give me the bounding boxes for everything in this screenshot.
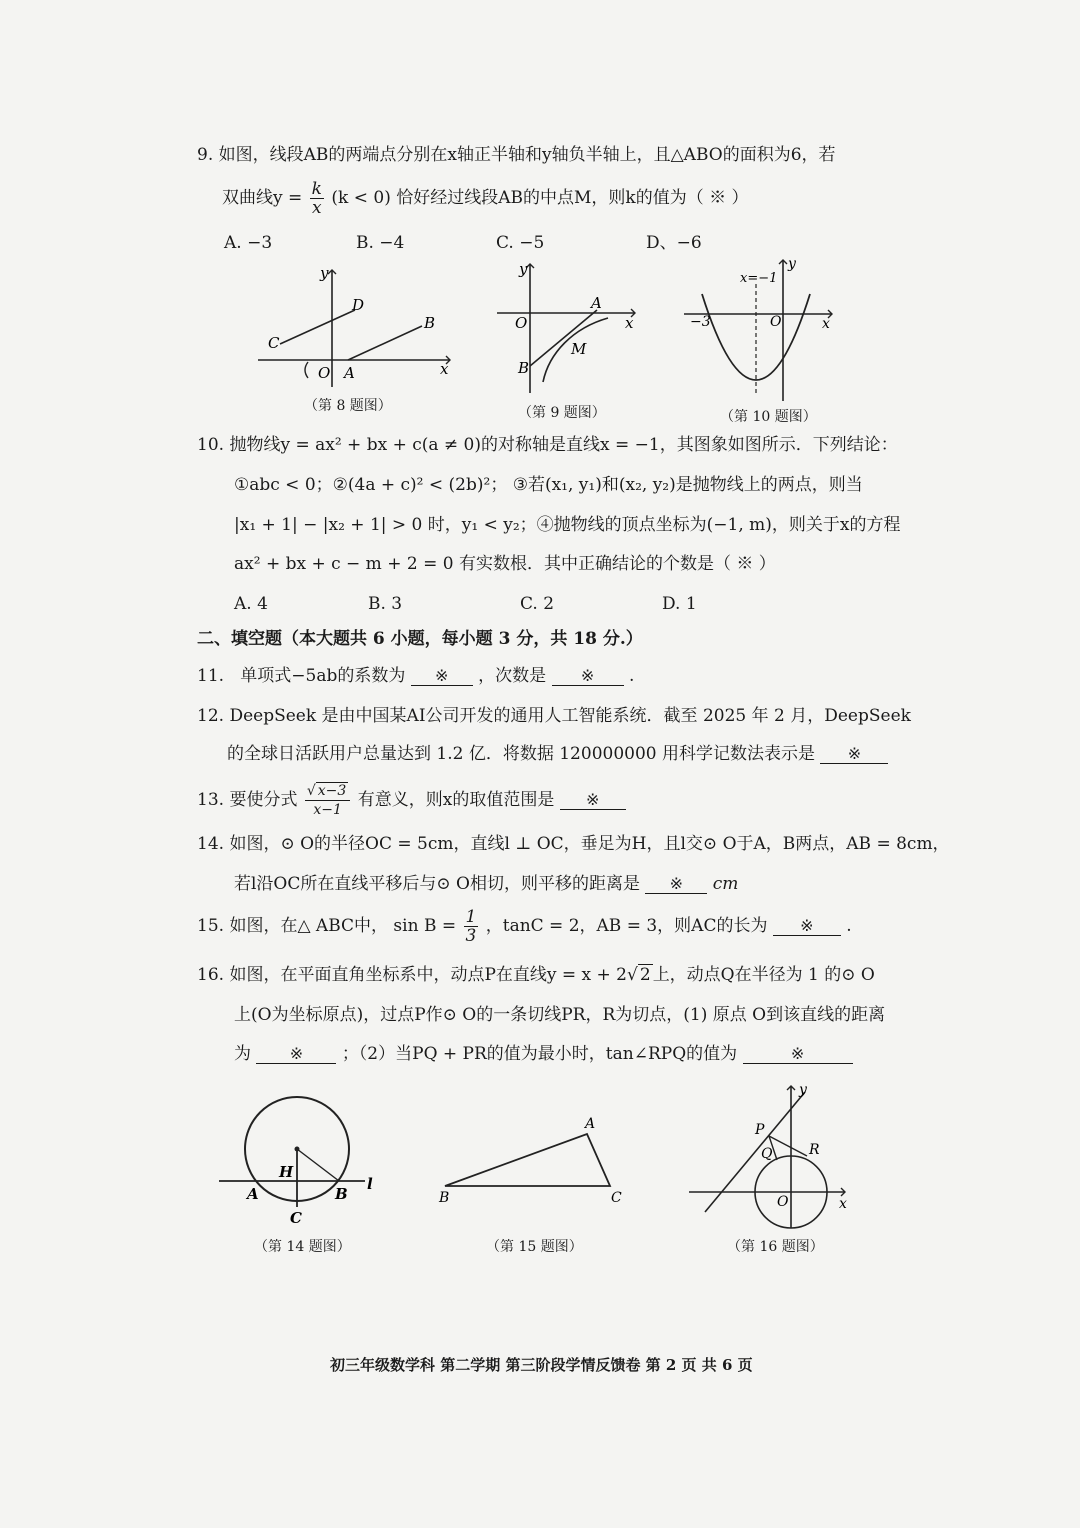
fig8-caption: （第 8 题图） [304,398,392,414]
q14-number: 14. [197,834,225,854]
fig10-label-y: y [788,256,796,272]
fig8-label-c: C [268,334,280,352]
q15-fraction-denominator: 3 [465,926,477,946]
q14-text-line2: 若l沿OC所在直线平移后与⊙ O相切，则平移的距离是 [234,874,640,894]
fig15-label-a: A [585,1116,596,1132]
q10-line2: ①abc < 0；②(4a + c)² < (2b)²； ③若(x₁, y₁)和(x₂, y₂)是抛物线上的两点，则当 [234,475,863,495]
fig10-label-axis: x=−1 [740,271,778,286]
q16-answer-blank-2[interactable]: ※ [743,1045,853,1064]
q16-line2: 上(O为坐标原点)，过点P作⊙ O的一条切线PR，R为切点，(1) 原点 O到该直线的距离 [234,1005,886,1025]
fig16-label-q: Q [761,1146,773,1162]
q11-line [197,664,634,688]
fig9-label-a: A [591,294,602,312]
fig8-label-y: y [320,264,329,282]
q10-text-line1: 抛物线y = ax² + bx + c(a ≠ 0)的对称轴是直线x = −1，其图象如图所示．下列结论： [229,435,898,455]
q12-line1 [197,704,911,728]
q13-fraction-numerator: √ x−3 [305,782,350,801]
fig8-label-b: B [424,314,436,332]
fig9-label-y: y [519,260,528,278]
fig14-label-l: l [367,1175,373,1193]
q13-text-pre: 要使分式 [229,790,298,810]
fig9-label-x: x [625,314,634,332]
fig8-label-x: x [440,360,449,378]
fig9-label-m: M [571,340,587,358]
fig15-caption: （第 15 题图） [486,1239,583,1255]
fig8-segment-cd [280,310,355,344]
q11-text-mid: ，次数是 [478,666,547,686]
q10-line3: |x₁ + 1| − |x₂ + 1| > 0 时，y₁ < y₂；④抛物线的顶点坐标为(−1, m)，则关于x的方程 [234,515,901,535]
q16-line1 [197,963,875,987]
q10-option-b: B. 3 [368,594,403,614]
fig14-label-h: H [279,1163,294,1181]
fig14-label-b: B [335,1185,348,1203]
q12-text-line1: DeepSeek 是由中国某AI公司开发的通用人工智能系统．截至 2025 年 2 月，DeepSeek [229,706,911,726]
q16-text-line1-pre: 如图，在平面直角坐标系中，动点P在直线y = x + 2 [229,965,628,985]
fig10-label-x: x [822,316,830,332]
q11-answer-blank-2[interactable]: ※ [552,667,624,686]
q15-end: . [846,916,852,936]
fig15-triangle [445,1134,610,1186]
q14-line2 [234,872,738,896]
q16-number: 16. [197,965,225,985]
q13-radicand: x−3 [317,783,347,799]
fig14-label-c: C [290,1209,302,1227]
q13-fraction-denominator: x−1 [313,802,342,818]
q16-text-line1-post: 上，动点Q在半径为 1 的⊙ O [652,965,875,985]
q11-answer-blank-1[interactable]: ※ [411,667,473,686]
q11-text-pre: 单项式−5ab的系数为 [240,666,406,686]
q16-answer-blank-1[interactable]: ※ [256,1045,336,1064]
fig16-label-x: x [839,1196,847,1212]
fig8-label-o: O [318,364,331,382]
q14-answer-blank[interactable]: ※ [645,875,707,894]
q15-answer-blank[interactable]: ※ [773,917,841,936]
figure-14 [215,1095,385,1235]
q10-line1 [197,433,898,457]
q15-text-pre: 如图，在△ ABC中， sin B = [229,916,457,936]
q16-text-line3-pre: 为 [234,1044,251,1064]
q16-text-line3-mid: ；（2）当PQ + PR的值为最小时，tan∠RPQ的值为 [341,1044,738,1064]
q9-line1 [197,143,836,167]
q10-option-c: C. 2 [520,594,555,614]
q15-fraction [464,908,479,945]
q13-answer-blank[interactable]: ※ [560,791,626,810]
fig10-caption: （第 10 题图） [720,409,817,425]
figure-8 [250,262,460,392]
q13-fraction [305,782,350,819]
q10-line4: ax² + bx + c − m + 2 = 0 有实数根．其中正确结论的个数是（ ※ ） [234,554,776,574]
figure-15 [435,1110,635,1210]
q9-option-d: D、−6 [646,233,702,253]
fig10-label-neg3: −3 [690,314,711,330]
q14-line1 [197,832,950,856]
fig15-label-c: C [611,1190,622,1206]
q9-text-line1: 如图，线段AB的两端点分别在x轴正半轴和y轴负半轴上，且△ABO的面积为6，若 [218,145,836,165]
q10-option-a: A. 4 [234,594,268,614]
fig16-label-p: P [755,1122,765,1138]
fig8-label-d: D [352,296,365,314]
fig9-label-o: O [515,314,528,332]
q11-text-post: . [628,666,635,686]
q15-fraction-numerator: 1 [465,907,477,927]
q13-line [197,780,626,820]
q15-text-post: ，tanC = 2，AB = 3，则AC的长为 [485,916,768,936]
figure-16 [685,1080,855,1230]
q11-number: 11. [197,666,225,686]
fig16-label-o: O [777,1194,789,1210]
q9-number: 9. [197,145,214,165]
q16-line3 [234,1042,853,1066]
q12-answer-blank[interactable]: ※ [820,745,888,764]
fig16-label-r: R [809,1142,820,1158]
q14-unit: cm [712,874,739,894]
q12-text-line2: 的全球日活跃用户总量达到 1.2 亿．将数据 120000000 用科学记数法表示是 [227,744,815,764]
q9-option-b: B. −4 [356,233,405,253]
fig8-label-a: A [344,364,355,382]
fig14-radius-ob [297,1149,339,1181]
fig9-caption: （第 9 题图） [518,405,606,421]
q9-line2 [222,178,749,218]
q9-option-c: C. −5 [496,233,545,253]
q15-number: 15. [197,916,225,936]
figure-9 [493,258,643,398]
q9-fraction [310,180,324,217]
fig14-label-a: A [247,1185,259,1203]
fig15-label-b: B [439,1190,450,1206]
q9-text-line2-pre: 双曲线y = [222,188,303,208]
q15-line [197,906,852,946]
q13-text-post: 有意义，则x的取值范围是 [357,790,555,810]
q9-option-a: A. −3 [224,233,273,253]
q10-number: 10. [197,435,225,455]
fig9-label-b: B [518,359,530,377]
fig9-segment-ab [530,310,597,366]
page-footer: 初三年级数学科 第二学期 第三阶段学情反馈卷 第 2 页 共 6 页 [330,1356,753,1374]
q16-sqrt-radicand: 2 [639,965,651,985]
q9-fraction-denominator: x [312,198,322,218]
fig10-label-o: O [770,314,782,330]
q14-text-line1: 如图，⊙ O的半径OC = 5cm，直线l ⊥ OC，垂足为H，且l交⊙ O于A，B两点，AB = 8cm， [229,834,950,854]
q12-line2 [227,742,888,766]
q16-sqrt: √ 2 [627,965,651,985]
q13-number: 13. [197,790,225,810]
q12-number: 12. [197,706,225,726]
q9-text-line2-post: (k < 0) 恰好经过线段AB的中点M，则k的值为（ ※ ） [331,188,749,208]
figure-10 [680,256,840,406]
fig16-caption: （第 16 题图） [727,1239,824,1255]
fig8-segment-ab [348,326,422,360]
q10-option-d: D. 1 [662,594,697,614]
fig14-caption: （第 14 题图） [254,1239,351,1255]
q9-fraction-numerator: k [311,179,322,199]
fig16-label-y: y [799,1082,807,1098]
section-2-heading: 二、填空题（本大题共 6 小题，每小题 3 分，共 18 分.） [197,629,643,649]
